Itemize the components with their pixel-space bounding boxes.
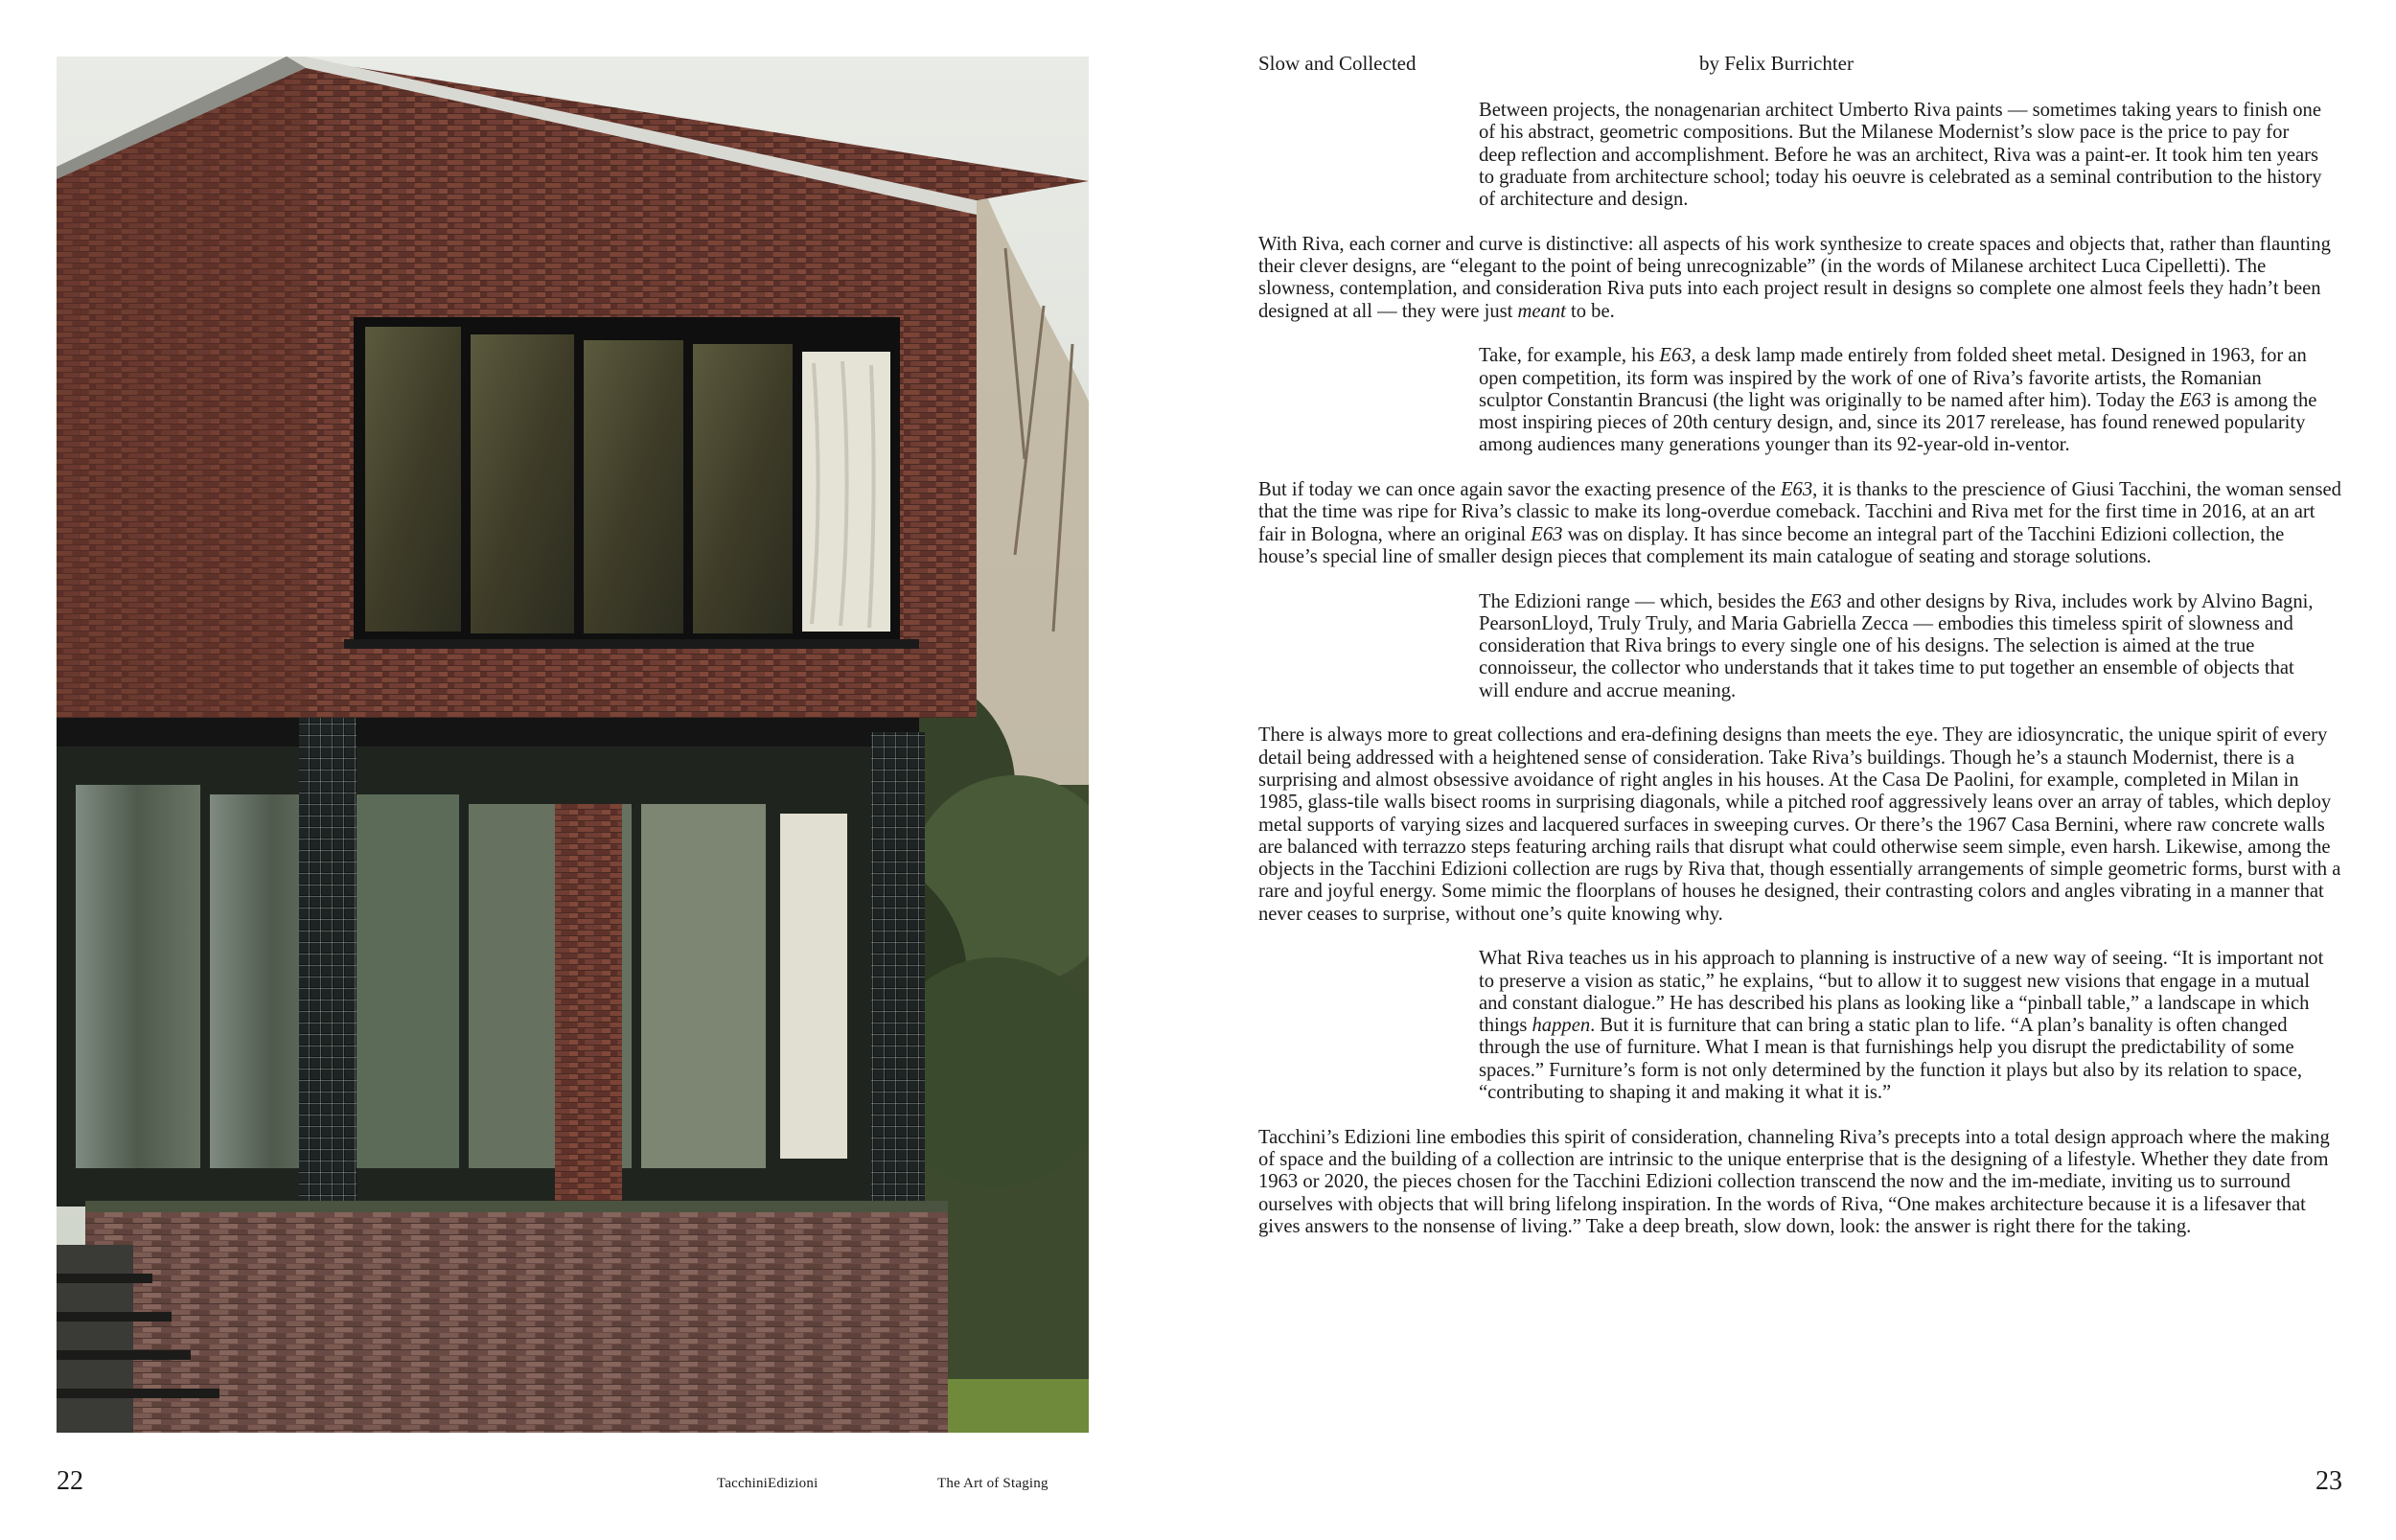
paragraph-text: Tacchini’s Edizioni line embodies this spirit of consideration, channeling Riva’s precepts into a total design approach where the making of space and the building of a collection are intrinsic to the unique enterprise that is the designing of a lifestyle. Whether they date from 1963 or 2020, the pieces chosen for the Tacchini Edizioni collection transcend the now and the im-mediate, inviting us to surround ourselves with objects that will bring lifelong inspiration. In the words of Riva, “One makes architecture because it is a lifesaver that gives answers to the nonsense of living.” Take a deep breath, slow down, look: the answer is right there for the taking. <box>1258 1126 2330 1237</box>
house-photo <box>57 57 1089 1433</box>
brick-house-illustration <box>57 57 1089 1433</box>
paragraph-text: But if today we can once again savor the exacting presence of the <box>1258 479 1781 501</box>
emphasis-text: meant <box>1517 300 1566 322</box>
article-body <box>1258 100 2341 1260</box>
emphasis-text: happen <box>1532 1015 1591 1037</box>
article-paragraph <box>1258 1127 2341 1238</box>
emphasis-text: E63 <box>1659 345 1692 367</box>
article-paragraph <box>1479 345 2328 456</box>
footer-publication: The Art of Staging <box>937 1476 1048 1491</box>
paragraph-text: , a desk lamp made entirely from folded sheet metal. Designed in 1963, for an open competition, its form was inspired by the work of one of Riva’s favorite artists, the Romanian sculptor Constantin Brancusi (the light was originally to be named after him). Today the <box>1479 345 2307 411</box>
paragraph-text: Between projects, the nonagenarian architect Umberto Riva paints — sometimes taking years to finish one of his abstract, geometric compositions. But the Milanese Modernist’s slow pace is the price to pay for deep reflection and accomplishment. Before he was an architect, Riva was a paint-er. It took him ten years to graduate from architecture school; today his oeuvre is celebrated as a seminal contribution to the history of architecture and design. <box>1479 100 2322 211</box>
footer-brand: TacchiniEdizioni <box>717 1476 818 1491</box>
article-paragraph <box>1258 724 2341 926</box>
article-paragraph <box>1479 591 2328 702</box>
article-paragraph <box>1258 234 2341 323</box>
emphasis-text: E63 <box>1531 523 1563 545</box>
article-paragraph <box>1258 479 2341 568</box>
emphasis-text: E63 <box>1809 590 1842 612</box>
paragraph-text: What Riva teaches us in his approach to planning is instructive of a new way of seeing. “It is important not to preserve a vision as static,” he explains, “but to allow it to suggest new visions that engage in a mutual and constant dialogue.” He has described his plans as looking like a “pinball table,” a landscape in which things <box>1479 948 2324 1037</box>
paragraph-text: is among the most inspiring pieces of 20th century design, and, since its 2017 rerelease, has found renewed popularity among audiences many generations younger than its 92-year-old in-ventor. <box>1479 389 2317 456</box>
paragraph-text: to be. <box>1565 300 1615 322</box>
paragraph-text: . But it is furniture that can bring a static plan to life. “A plan’s banality is often changed through the use of furniture. What I mean is that furnishings help you disrupt the predictability of some spaces.” Furniture’s form is not only determined by the function it plays but also by its relation to space, “contributing to shaping it and making it what it is.” <box>1479 1015 2303 1104</box>
article-byline: by Felix Burrichter <box>1699 52 1854 75</box>
emphasis-text: E63 <box>1780 479 1813 501</box>
page-number-left: 22 <box>57 1466 83 1496</box>
paragraph-text: , it is thanks to the prescience of Giusi Tacchini, the woman sensed that the time was ripe for Riva’s classic to make its long-overdue comeback. Tacchini and Riva met for the first time in 2016, at an art fair in Bologna, where an original <box>1258 479 2341 545</box>
page-number-right: 23 <box>2315 1466 2342 1496</box>
paragraph-text: and other designs by Riva, includes work by Alvino Bagni, PearsonLloyd, Truly Truly, and Maria Gabriella Zecca — embodies this timeless spirit of slowness and consideration that Riva brings to every single one of his designs. The selection is aimed at the true connoisseur, the collector who understands that it takes time to put together an ensemble of objects that will endure and accrue meaning. <box>1479 590 2314 701</box>
article-paragraph <box>1479 100 2328 211</box>
paragraph-text: There is always more to great collections and era-defining designs than meets the eye. They are idiosyncratic, the unique spirit of every detail being addressed with a heightened sense of consideration. Take Riva’s buildings. Though he’s a staunch Modernist, there is a surprising and almost obsessive avoidance of right angles in his houses. At the Casa De Paolini, for example, completed in Milan in 1985, glass-tile walls bisect rooms in surprising diagonals, while a pitched roof aggressively leans over an array of tables, which deploy metal supports of varying sizes and lacquered surfaces in sweeping curves. Or there’s the 1967 Casa Bernini, where raw concrete walls are balanced with terrazzo steps featuring arching rails that disrupt what could otherwise seem simple, even harsh. Likewise, among the objects in the Tacchini Edizioni collection are rugs by Riva that, though essentially arrangements of simple geometric forms, burst with a rare and joyful energy. Some mimic the floorplans of houses he designed, their contrasting colors and angles vibrating in a manner that never ceases to surprise, without one’s quite knowing why. <box>1258 724 2341 925</box>
paragraph-text: was on display. It has since become an integral part of the Tacchini Edizioni collection, the house’s special line of smaller design pieces that complement its main catalogue of seating and storage solutions. <box>1258 523 2285 567</box>
paragraph-text: With Riva, each corner and curve is distinctive: all aspects of his work synthesize to create spaces and objects that, rather than flaunting their clever designs, are “elegant to the point of being unrecognizable” (in the words of Milanese architect Luca Cipelletti). The slowness, contemplation, and consideration Riva puts into each project result in designs so complete one almost feels they hadn’t been designed at all — they were just <box>1258 233 2331 322</box>
emphasis-text: E63 <box>2178 389 2212 411</box>
article-title: Slow and Collected <box>1258 52 1417 75</box>
paragraph-text: Take, for example, his <box>1479 345 1660 367</box>
article-paragraph <box>1479 948 2328 1104</box>
paragraph-text: The Edizioni range — which, besides the <box>1479 590 1810 612</box>
